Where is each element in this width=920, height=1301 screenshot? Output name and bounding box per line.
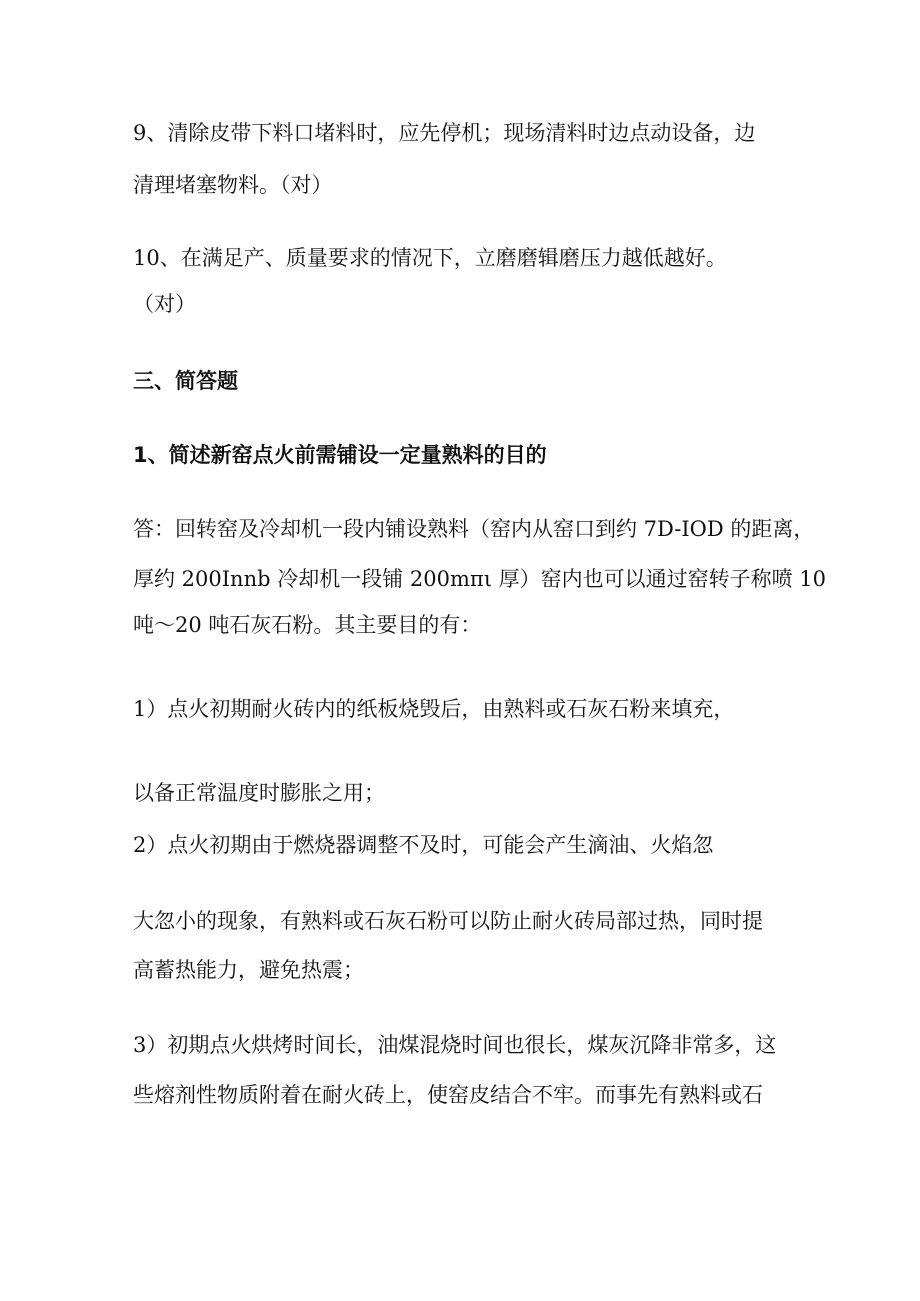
section-title: 三、简答题 xyxy=(133,369,238,393)
point-2-line-1: 2）点火初期由于燃烧器调整不及时，可能会产生滴油、火焰忽 xyxy=(133,833,714,857)
point-3-line-1: 3）初期点火烘烤时间长，油煤混烧时间也很长，煤灰沉降非常多，这 xyxy=(133,1033,777,1057)
answer-line-1: 答：回转窑及冷却机一段内铺设熟料（窑内从窑口到约 7D-IOD 的距离， xyxy=(133,517,815,541)
question-9-line-2: 清理堵塞物料。（对） xyxy=(133,173,333,197)
point-1-line-1: 1）点火初期耐火砖内的纸板烧毁后，由熟料或石灰石粉来填充， xyxy=(133,697,735,721)
point-2-line-2: 大忽小的现象，有熟料或石灰石粉可以防止耐火砖局部过热，同时提 xyxy=(133,909,763,933)
question-9-line-1: 9、清除皮带下料口堵料时，应先停机；现场清料时边点动设备，边 xyxy=(133,121,756,145)
question-1-title: 1、简述新窑点火前需铺设一定量熟料的目的 xyxy=(133,443,547,467)
answer-line-3: 吨～20 吨石灰石粉。其主要目的有： xyxy=(133,613,482,637)
question-10-line-2: （对） xyxy=(133,292,196,316)
point-3-line-2: 些熔剂性物质附着在耐火砖上，使窑皮结合不牢。而事先有熟料或石 xyxy=(133,1083,763,1107)
question-10-line-1: 10、在满足产、质量要求的情况下，立磨磨辑磨压力越低越好。 xyxy=(133,246,727,270)
point-1-line-2: 以备正常温度时膨胀之用； xyxy=(133,781,385,805)
point-2-line-3: 高蓄热能力，避免热震； xyxy=(133,958,364,982)
answer-line-2: 厚约 200Innb 冷却机一段铺 200mπι 厚）窑内也可以通过窑转子称喷 10 xyxy=(133,567,826,591)
